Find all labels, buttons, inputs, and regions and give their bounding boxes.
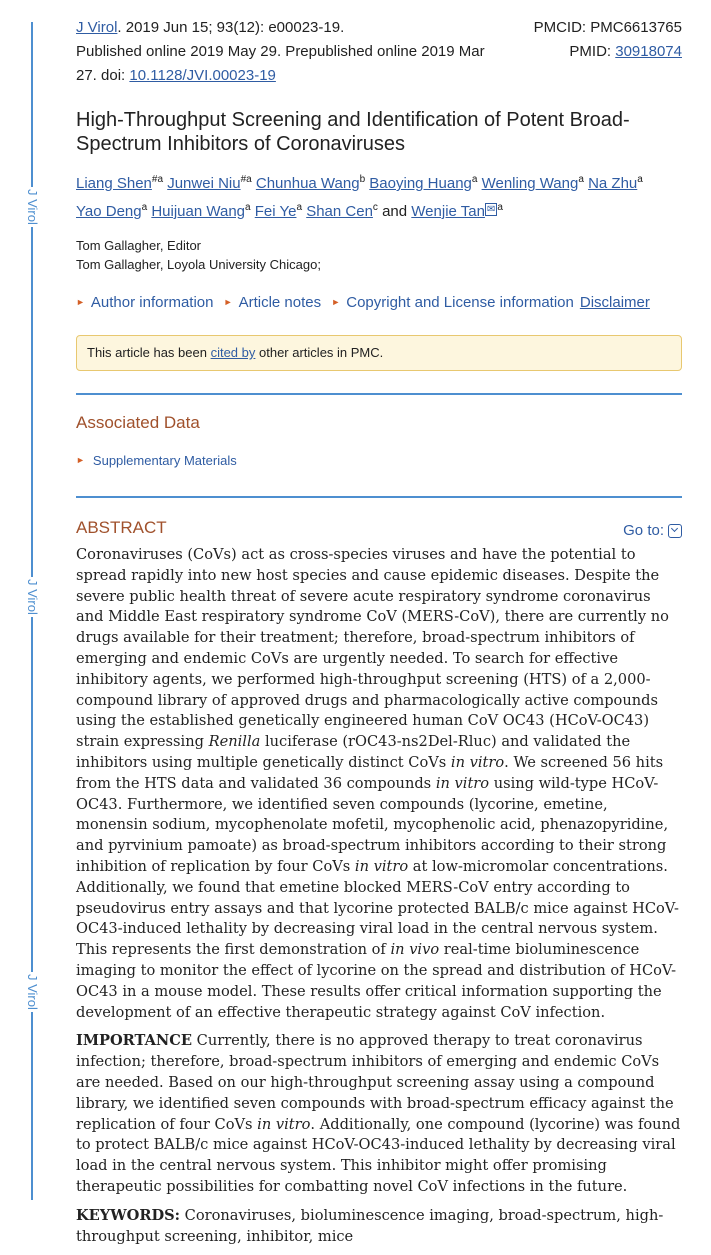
author-affil: a [471,174,478,185]
goto-label[interactable]: Go to: [623,522,664,539]
author-list [76,168,682,224]
editor-line: Tom Gallagher, Editor [76,238,202,253]
citation-published: Published online 2019 May 29. Prepublished online 2019 Mar 27. doi: [76,43,485,84]
doi-link[interactable]: 10.1128/JVI.00023-19 [129,67,276,84]
pmcid: PMCID: PMC6613765 [533,19,682,36]
author-link[interactable]: Fei Ye [254,203,297,220]
author-link[interactable]: Huijuan Wang [151,203,246,220]
author-affil: #a [151,174,164,185]
author-affil: a [497,202,503,213]
abstract-text: . We screened 56 hits from the HTS data and validated 36 compounds [76,753,664,792]
supplementary-materials-toggle[interactable]: Supplementary Materials [92,453,237,468]
keywords-label: KEYWORDS: [76,1206,181,1224]
author-affil: #a [240,174,252,185]
author-link[interactable]: Wenjie Tan [411,203,485,220]
supplementary-materials-row[interactable] [76,453,682,468]
author-link[interactable]: Baoying Huang [369,175,472,192]
triangle-right-icon: ► [76,297,85,307]
citation-row [76,16,682,88]
abstract-paragraph [76,545,682,1023]
importance-text: . Additionally, one compound (lycorine) was found to protect BALB/c mice against HCoV-OC43-induced lethality by decreasing viral load in the central nervous system. This inhibitor might offer promising therapeutic possibilities for combatting novel CoV infections in the future. [76,1115,681,1195]
author-affil: a [296,202,303,213]
abstract-text: using wild-type HCoV-OC43. Furthermore, we identified seven compounds (lycorine, emetine, monensin sodium, mycophenolate mofetil, mycophenolic acid, phenazopyridine, and pyrvinium pamoate) as broad-spectrum inhibitors according to their strong inhibition of replication by four CoVs [76,774,669,875]
journal-link[interactable]: J Virol [76,19,118,36]
abstract-italic: Renilla [208,733,261,751]
triangle-right-icon: ► [223,297,233,307]
keywords-text: Coronaviruses, bioluminescence imaging, broad-spectrum, high-throughput screening, inhibitor, mice [76,1206,664,1245]
journal-side-rail [26,22,38,1200]
author-affil: a [578,174,584,185]
associated-data-heading: Associated Data [76,413,200,432]
triangle-right-icon: ► [331,297,341,307]
article-page [76,16,682,1255]
chevron-down-icon[interactable] [668,524,682,538]
abstract-header [76,516,682,539]
article-notes-toggle[interactable]: Article notes [238,294,322,311]
disclaimer-link[interactable]: Disclaimer [579,294,650,311]
email-icon[interactable]: ✉ [486,204,496,215]
abstract-italic: in vitro [354,857,409,875]
citation-details: . 2019 Jun 15; 93(12): e00023-19. [117,19,345,36]
keywords-paragraph [76,1206,682,1248]
author-affil: b [359,174,366,185]
article-title: High-Throughput Screening and Identification of Potent Broad-Spectrum Inhibitors of Coronaviruses [76,109,630,155]
goto-menu[interactable] [623,522,682,539]
abstract-body [76,545,682,1247]
pmid-label: PMID: [569,43,616,60]
section-divider [76,496,682,498]
importance-label: IMPORTANCE [76,1032,193,1050]
triangle-right-icon: ► [76,455,85,465]
article-meta-nav [76,290,682,315]
pmid-row [534,40,682,64]
abstract-italic: in vivo [390,941,440,959]
notice-text-after: other articles in PMC. [255,345,384,360]
side-label: J Virol [23,577,41,617]
cited-by-link[interactable]: cited by [210,345,256,360]
copyright-toggle[interactable]: Copyright and License information [346,294,574,311]
author-affil: c [372,202,378,213]
author-and: and [382,203,408,220]
author-link[interactable]: Junwei Niu [167,175,241,192]
identifiers-block [534,16,682,88]
pmid-link[interactable]: 30918074 [615,43,682,60]
editor-block [76,236,682,274]
author-affil: a [141,202,148,213]
importance-italic: in vitro [257,1115,311,1133]
abstract-heading: ABSTRACT [76,517,167,537]
abstract-text: real-time bioluminescence imaging to monitor the effect of lycorine on the spread and distribution of HCoV-OC43 in a mouse model. These results offer critical information supporting the development of an effective therapeutic strategy against CoV infection. [76,941,677,1021]
abstract-italic: in vitro [450,753,505,771]
author-link[interactable]: Na Zhu [588,175,638,192]
abstract-text: luciferase (rOC43-ns2Del-Rluc) and validated the inhibitors using multiple genetically distinct CoVs [76,733,631,771]
side-label: J Virol [23,187,41,227]
importance-paragraph [76,1031,682,1197]
editor-affiliation: Tom Gallagher, Loyola University Chicago; [76,257,321,272]
citation-block [76,16,486,88]
author-link[interactable]: Chunhua Wang [255,175,360,192]
side-label: J Virol [23,972,41,1012]
notice-text-before: This article has been [87,345,211,360]
author-link[interactable]: Liang Shen [76,175,152,192]
importance-text: Currently, there is no approved therapy to treat coronavirus infection; therefore, broad-spectrum inhibitors of emerging and endemic CoVs are needed. Based on our high-throughput screening assay using a compound library, we identified seven compounds with broad-spectrum efficacy against the replication of four CoVs [76,1032,674,1133]
author-link[interactable]: Yao Deng [76,203,142,220]
section-divider [76,393,682,395]
author-information-toggle[interactable]: Author information [90,294,214,311]
cited-by-notice [76,335,682,371]
abstract-text: Coronaviruses (CoVs) act as cross-species viruses and have the potential to spread rapidly into new host species and cause epidemic diseases. Despite the severe public health threat of severe acute respiratory syndrome coronavirus and Middle East respiratory syndrome CoV (MERS-CoV), there are currently no drugs available for their treatment; therefore, broad-spectrum inhibitors of emerging and endemic CoVs are urgently needed. To search for effective inhibitory agents, we performed high-throughput screening (HTS) of a 2,000-compound library of approved drugs and pharmacologically active compounds using the established genetically engineered human CoV OC43 (HCoV-OC43) strain expressing [76,546,669,751]
abstract-text: at low-micromolar concentrations. Additionally, we found that emetine blocked MERS-CoV entry according to pseudovirus entry assays and that lycorine protected BALB/c mice against HCoV-OC43-induced lethality by decreasing viral load in the central nervous system. This represents the first demonstration of [76,857,679,959]
abstract-italic: in vitro [435,774,490,792]
author-affil: a [245,202,251,213]
author-affil: a [637,174,643,185]
author-link[interactable]: Wenling Wang [481,175,579,192]
author-link[interactable]: Shan Cen [306,203,373,220]
